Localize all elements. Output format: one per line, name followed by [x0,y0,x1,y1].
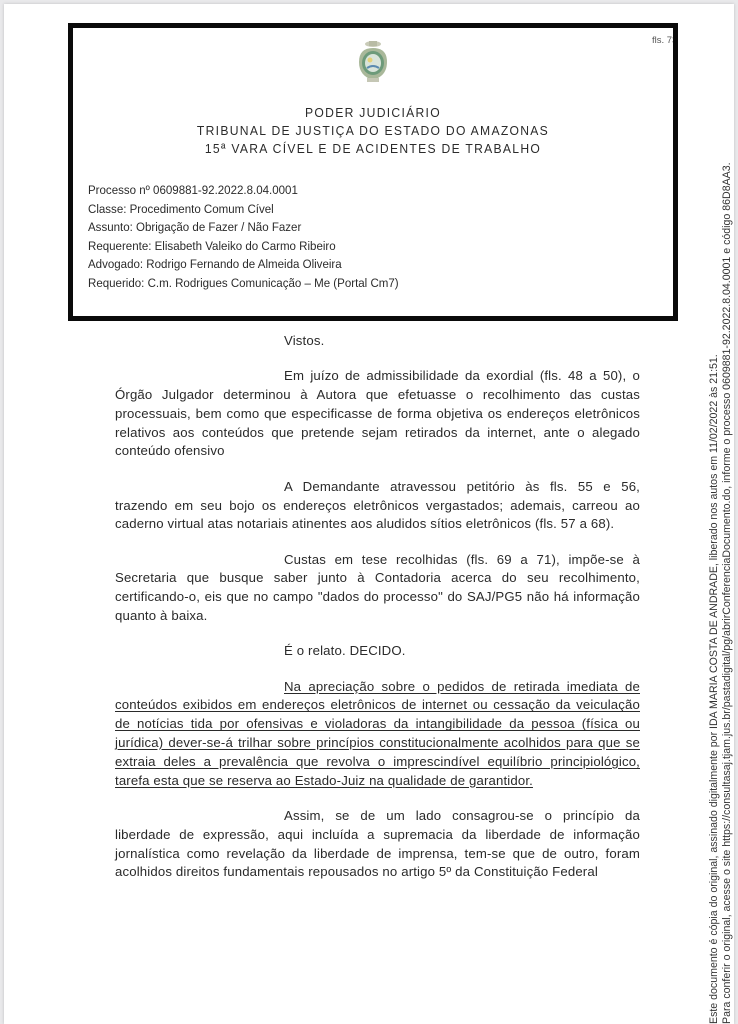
page-folio-number: fls. 73 [652,35,678,46]
case-subject: Assunto: Obrigação de Fazer / Não Fazer [88,220,302,235]
court-name-block [97,104,649,158]
paragraph-freedom-of-expression: Assim, se de um lado consagrou-se o princípio da liberdade de expressão, aqui incluída a supremacia da liberdade de informação jornalística como revelação da liberdade de imprensa, tem-se que de outro, foram acolhidos direitos fundamentais repousados no artigo 5º da Constituição Federal [115,807,640,880]
digital-signature-note [708,14,733,1024]
case-plaintiff: Requerente: Elisabeth Valeiko do Carmo Ribeiro [88,238,336,253]
report-line: É o relato. DECIDO. [284,643,406,659]
case-defendant: Requerido: C.m. Rodrigues Comunicação – Me (Portal Cm7) [88,275,399,290]
paragraph-underlined-principles: Na apreciação sobre o pedidos de retirada imediata de conteúdos exibidos em endereços eletrônicos de internet ou cessação da veiculação de notícias tida por ofensivas e violadoras da intangibilidade da pessoa (física ou jurídica) dever-se-á trilhar sobre princípios constitucionalmente acolhidos para que se extraia deles a prevalência que revolva o imprescindível equilíbrio principiológico, tarefa esta que se reserva ao Estado-Juiz na qualidade de garantidor. [115,678,640,788]
signature-note-line-1: Este documento é cópia do original, assinado digitalmente por IDA MARIA COSTA DE ANDRADE, liberado nos autos em 11/02/2022 às 21:51. [708,354,720,1024]
signature-note-line-2: Para conferir o original, acesse o site https://consultasaj.tjam.jus.br/pastadigital/pg/abrirConferenciaDocumento.do, informe o processo 0609881-92.2022.8.04.0001 e código 86D8AA3. [720,162,733,1024]
case-header-box [68,23,678,321]
document-page [4,4,734,1024]
court-line-tribunal: TRIBUNAL DE JUSTIÇA DO ESTADO DO AMAZONAS [196,123,550,138]
opening-line: Vistos. [284,333,325,348]
case-info-block [88,181,399,293]
case-number: Processo nº 0609881-92.2022.8.04.0001 [88,183,298,197]
paragraph-petition: A Demandante atravessou petitório às fls. 55 e 56, trazendo em seu bojo os endereços eletrônicos vergastados; ademais, carreou ao caderno virtual atas notariais atinentes aos aludidos sítios eletrônicos (fls. 57 a 68). [115,478,640,532]
paragraph-admissibility: Em juízo de admissibilidade da exordial (fls. 48 a 50), o Órgão Julgador determinou à Autora que efetuasse o recolhimento das custas processuais, bem como que especificasse de forma objetiva os endereços eletrônicos relativos aos conteúdos que pretende sejam retirados da internet, ante o alegado conteúdo ofensivo [115,368,640,459]
court-line-vara: 15ª VARA CÍVEL E DE ACIDENTES DE TRABALHO [204,141,542,156]
decision-body [115,332,640,899]
case-class: Classe: Procedimento Comum Cível [88,201,274,216]
amazonas-seal-icon [355,38,391,86]
paragraph-costs: Custas em tese recolhidas (fls. 69 a 71), impõe-se à Secretaria que busque saber junto à Contadoria acerca do seu recolhimento, certificando-o, eis que no campo "dados do processo" do SAJ/PG5 não há informação quanto à baixa. [115,551,640,624]
case-lawyer: Advogado: Rodrigo Fernando de Almeida Oliveira [88,257,342,272]
court-line-judiciary: PODER JUDICIÁRIO [305,105,441,120]
